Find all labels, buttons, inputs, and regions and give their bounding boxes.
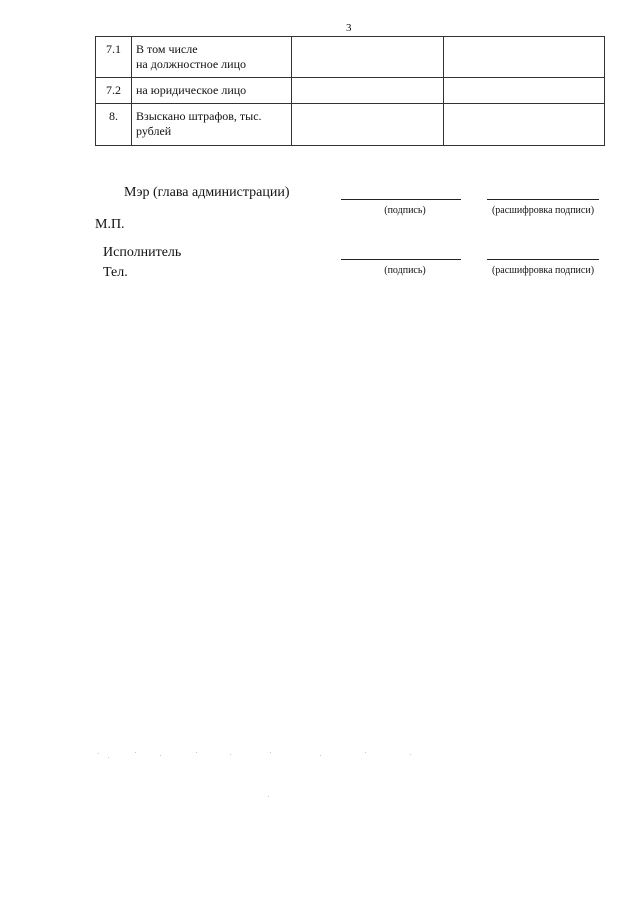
scan-speck xyxy=(268,796,269,797)
mayor-decoding-line xyxy=(487,199,599,200)
scan-speck xyxy=(98,753,99,754)
table-cell xyxy=(444,78,605,104)
scan-speck xyxy=(230,754,231,755)
row-label-line: рублей xyxy=(136,124,172,138)
row-number: 7.2 xyxy=(96,78,132,104)
row-label xyxy=(132,37,292,78)
executor-title: Исполнитель xyxy=(103,245,182,260)
executor-signature-line xyxy=(341,259,461,260)
phone-label: Тел. xyxy=(103,265,128,280)
mayor-title: Мэр (глава администрации) xyxy=(124,185,290,200)
table-cell xyxy=(292,78,444,104)
seal-label: М.П. xyxy=(95,217,125,232)
mayor-signature-caption: (подпись) xyxy=(384,205,426,216)
table-cell xyxy=(292,37,444,78)
executor-decoding-caption: (расшифровка подписи) xyxy=(491,265,595,276)
mayor-signature-line xyxy=(341,199,461,200)
scan-speck xyxy=(270,752,271,753)
executor-decoding-line xyxy=(487,259,599,260)
row-label-line: Взыскано штрафов, тыс. xyxy=(136,109,262,123)
row-label-line: на юридическое лицо xyxy=(136,83,247,97)
scan-speck xyxy=(135,752,136,753)
row-number: 7.1 xyxy=(96,37,132,78)
scan-speck xyxy=(320,755,321,756)
executor-signature-caption: (подпись) xyxy=(384,265,426,276)
scan-speck xyxy=(108,757,109,758)
row-label xyxy=(132,104,292,146)
scan-speck xyxy=(160,755,161,756)
table-cell xyxy=(444,104,605,146)
report-table xyxy=(95,36,605,146)
scan-speck xyxy=(410,754,411,755)
row-label-line: на должностное лицо xyxy=(136,57,246,71)
table-row xyxy=(96,78,605,104)
table-row xyxy=(96,37,605,78)
row-label xyxy=(132,78,292,104)
table-cell xyxy=(444,37,605,78)
table-cell xyxy=(292,104,444,146)
scan-speck xyxy=(365,752,366,753)
table-row xyxy=(96,104,605,146)
scan-speck xyxy=(196,752,197,753)
page-number: 3 xyxy=(346,22,352,34)
row-label-line: В том числе xyxy=(136,42,198,56)
mayor-decoding-caption: (расшифровка подписи) xyxy=(491,205,595,216)
row-number: 8. xyxy=(96,104,132,146)
